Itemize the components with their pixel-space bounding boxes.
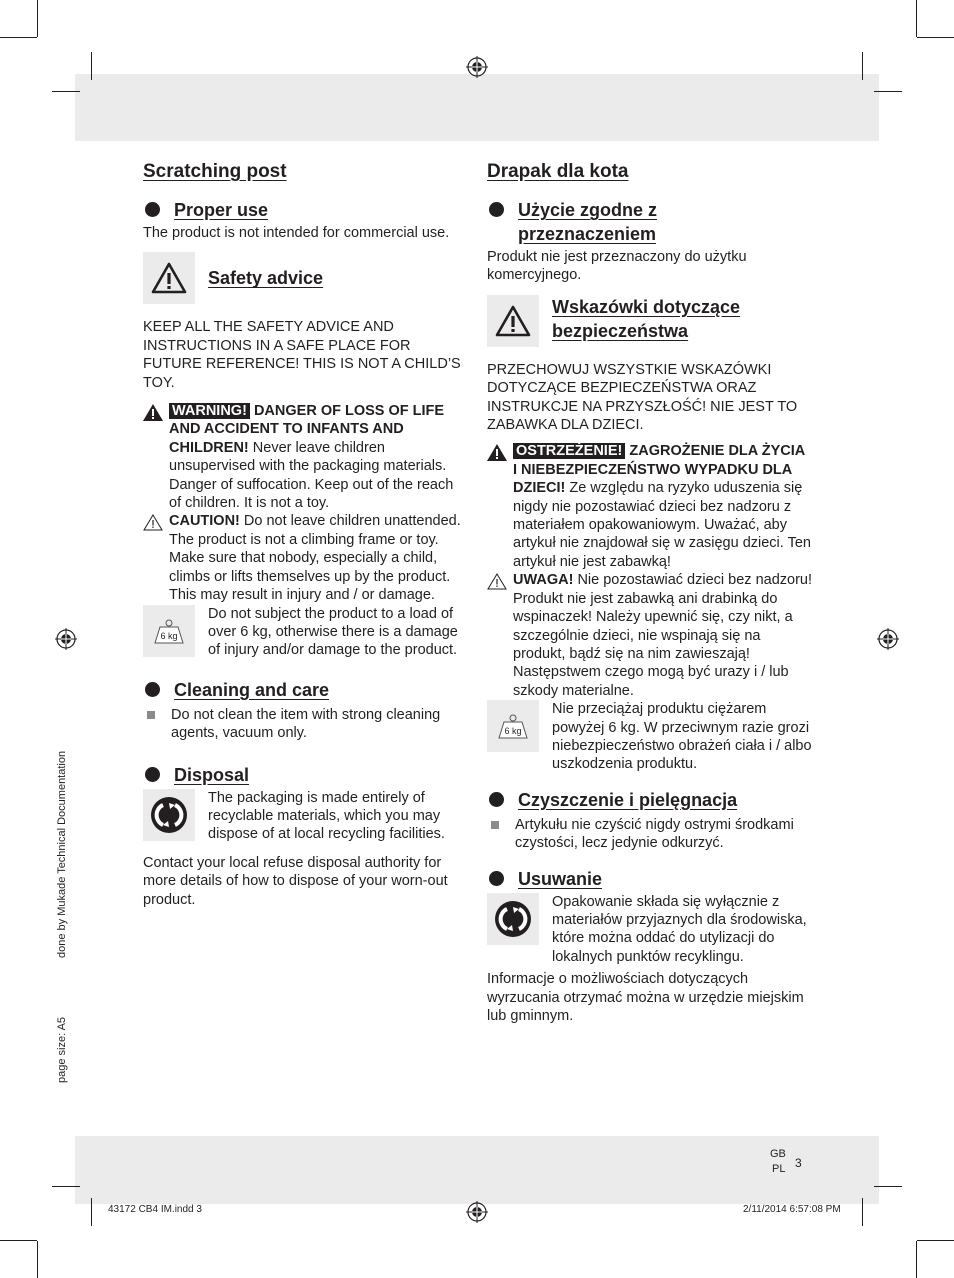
crop-mark	[862, 52, 863, 80]
load-text: Do not subject the product to a load of over 6 kg, otherwise there is a damage of injury and/or damage to the product.	[208, 605, 458, 659]
load-block	[487, 700, 812, 774]
warning-badge: OSTRZEŻENIE!	[513, 443, 625, 459]
page-number: 3	[795, 1156, 802, 1170]
section-heading: Wskazówki dotyczące	[552, 296, 741, 317]
warning-bold: DANGER OF LOSS OF LIFE AND ACCIDENT TO INFANTS AND CHILDREN!	[169, 403, 445, 456]
registration-mark-icon	[466, 56, 488, 78]
disposal-section	[143, 763, 468, 787]
footer-band	[75, 1136, 879, 1204]
bullet-dot-icon	[489, 792, 504, 807]
crop-mark	[0, 37, 37, 38]
recycling-green-dot-icon	[143, 789, 195, 841]
disposal-block	[143, 789, 468, 844]
bullet-dot-icon	[145, 767, 160, 782]
warning-bold: ZAGROŻENIE DLA ŻYCIA I NIEBEZPIECZEŃSTWO WYPADKU DLA DZIECI!	[513, 443, 805, 497]
disposal-section	[487, 867, 812, 891]
crop-mark	[91, 52, 92, 80]
section-heading: bezpieczeństwa	[552, 320, 689, 341]
proper-use-text: The product is not intended for commercial use.	[143, 225, 450, 241]
proper-use-section	[143, 198, 468, 222]
cleaning-section	[487, 788, 812, 812]
proper-use-section	[487, 198, 812, 246]
registration-mark-icon	[55, 628, 77, 650]
section-heading: Cleaning and care	[174, 679, 330, 700]
warning-text: Never leave children unsupervised with the packaging materials. Danger of suffocation. Keep out of the reach of children. It is not a toy.	[169, 439, 454, 512]
section-heading: Safety advice	[208, 268, 324, 289]
disposal-contact: Informacje o możliwościach dotyczących wyrzucania otrzymać można w urzędzie miejskim lub gminnym.	[487, 971, 804, 1024]
disposal-contact: Contact your local refuse disposal authority for more details of how to dispose of your worn-out product.	[143, 854, 448, 908]
registration-mark-icon	[466, 1201, 488, 1223]
bullet-dot-icon	[489, 202, 504, 217]
weight-6kg-icon	[487, 700, 539, 752]
load-block	[143, 605, 468, 660]
cleaning-text: Artykułu nie czyścić nigdy ostrymi środkami czystości, lecz jedynie odkurzyć.	[515, 816, 794, 852]
crop-mark	[916, 1241, 917, 1278]
page-title: Drapak dla kota	[487, 161, 629, 182]
header-band	[75, 74, 879, 141]
svg-text:6 kg: 6 kg	[504, 726, 522, 737]
crop-mark	[37, 1241, 38, 1278]
language-code-pl: PL	[772, 1163, 786, 1175]
warning-badge: WARNING!	[169, 403, 250, 419]
crop-mark	[52, 91, 80, 92]
proper-use-text: Produkt nie jest przeznaczony do użytku komercyjnego.	[487, 249, 747, 284]
crop-mark	[91, 1198, 92, 1226]
bullet-dot-icon	[145, 202, 160, 217]
caution-block	[487, 571, 812, 700]
print-datetime: 2/11/2014 6:57:08 PM	[743, 1204, 841, 1215]
crop-mark	[862, 1198, 863, 1226]
english-column	[143, 160, 468, 909]
warning-block	[487, 442, 812, 571]
warning-solid-icon	[487, 444, 507, 466]
page-title: Scratching post	[143, 161, 287, 182]
crop-mark	[37, 0, 38, 37]
warning-triangle-icon	[143, 252, 195, 304]
section-heading: przeznaczeniem	[518, 224, 657, 244]
cleaning-text: Do not clean the item with strong cleaning agents, vacuum only.	[171, 706, 441, 742]
caution-text: Do not leave children unattended. The product is not a climbing frame or toy. Make sure that nobody, especially a child, climbs or lifts themselves up by the product. This may result in injury and / or damage.	[169, 513, 461, 604]
crop-mark	[874, 91, 902, 92]
language-code-gb: GB	[770, 1148, 786, 1160]
disposal-block	[487, 893, 812, 967]
safety-text: PRZECHOWUJ WSZYSTKIE WSKAZÓWKI DOTYCZĄCE BEZPIECZEŃSTWA ORAZ INSTRUKCJE NA PRZYSZŁOŚĆ! NIE JEST TO ZABAWKA DLA DZIECI.	[487, 361, 798, 434]
square-bullet-icon	[147, 711, 155, 719]
safety-text: KEEP ALL THE SAFETY ADVICE AND INSTRUCTIONS IN A SAFE PLACE FOR FUTURE REFERENCE! THIS IS NOT A CHILD’S TOY.	[143, 319, 461, 391]
square-bullet-icon	[491, 821, 499, 829]
caution-text: Nie pozostawiać dzieci bez nadzoru! Produkt nie jest zabawką ani drabinką do wspinaczek! Należy upewnić się, czy nikt, a szczególnie dzieci, nie wspinają się na produkt, bądź się na nim zawieszają! Następstwem czego mogą być urazy i / lub szkody materialne.	[513, 572, 812, 699]
safety-heading-row	[487, 295, 812, 347]
bullet-dot-icon	[145, 682, 160, 697]
caution-bold: CAUTION!	[169, 513, 240, 530]
documentation-credit: done by Mukade Technical Documentation	[56, 750, 68, 958]
section-heading: Usuwanie	[518, 868, 603, 889]
caution-block	[143, 512, 468, 604]
disposal-text: Opakowanie składa się wyłącznie z materiałów przyjaznych dla środowiska, które można oddać do utylizacji do lokalnych punktów recyklingu.	[552, 893, 807, 965]
safety-heading-row	[143, 252, 468, 304]
caution-bold: UWAGA!	[513, 572, 574, 589]
warning-triangle-icon	[487, 295, 539, 347]
polish-column	[487, 160, 812, 1025]
crop-mark	[917, 1240, 954, 1241]
registration-mark-icon	[877, 628, 899, 650]
load-text: Nie przeciążaj produktu ciężarem powyżej 6 kg. W przeciwnym razie grozi niebezpieczeństwo obrażeń ciała i / albo uszkodzenia produktu.	[552, 701, 812, 773]
caution-outline-icon	[487, 573, 507, 595]
cleaning-section	[143, 678, 468, 702]
section-heading: Proper use	[174, 200, 269, 220]
warning-text: Ze względu na ryzyko uduszenia się nigdy nie pozostawiać dzieci bez nadzoru z materiałem opakowaniowym. Uważać, aby artykuł nie znajdował się w zasięgu dzieci. Ten artykuł nie jest zabawką!	[513, 480, 811, 570]
crop-mark	[52, 1186, 80, 1187]
crop-mark	[0, 1240, 37, 1241]
list-item	[487, 816, 812, 853]
section-heading: Czyszczenie i pielęgnacja	[518, 789, 738, 810]
crop-mark	[917, 37, 954, 38]
file-name: 43172 CB4 IM.indd 3	[108, 1204, 202, 1215]
recycling-green-dot-icon	[487, 893, 539, 945]
disposal-text: The packaging is made entirely of recyclable materials, which you may dispose of at local recycling facilities.	[208, 789, 445, 843]
warning-block	[143, 402, 468, 512]
page-size-label: page size: A5	[56, 1016, 68, 1083]
crop-mark	[874, 1186, 902, 1187]
caution-outline-icon	[143, 514, 163, 536]
svg-text:6 kg: 6 kg	[160, 630, 178, 641]
list-item	[143, 706, 468, 743]
crop-mark	[916, 0, 917, 37]
section-heading: Disposal	[174, 764, 250, 785]
weight-6kg-icon	[143, 605, 195, 657]
section-heading: Użycie zgodne z	[518, 200, 658, 220]
warning-solid-icon	[143, 404, 163, 426]
bullet-dot-icon	[489, 871, 504, 886]
